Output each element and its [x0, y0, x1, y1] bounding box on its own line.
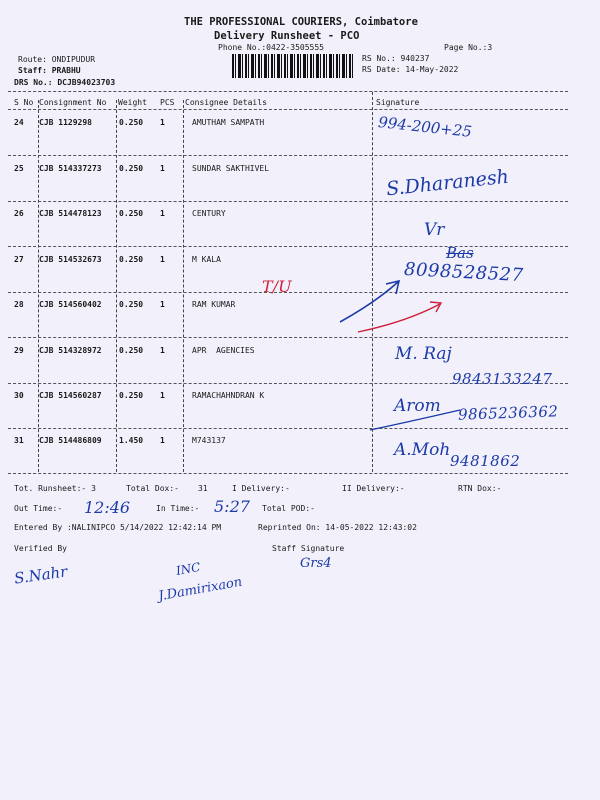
row-consignee: RAM KUMAR — [192, 300, 236, 309]
row-pcs: 1 — [160, 209, 165, 218]
row-divider — [8, 246, 568, 247]
total-runsheet: Tot. Runsheet:- 3 — [14, 484, 96, 493]
row-consignment: CJB 1129298 — [39, 118, 92, 127]
table-bottom-rule — [8, 473, 568, 474]
handwritten-phone: 9481862 — [450, 452, 521, 470]
row-weight: 0.250 — [119, 346, 144, 355]
handwritten-mark: INC — [174, 559, 202, 579]
staff: Staff: PRABHU — [18, 66, 81, 75]
out-time-label: Out Time:- — [14, 504, 63, 513]
row-weight: 0.250 — [119, 300, 144, 309]
handwritten-mark: T/U — [262, 277, 292, 296]
total-dox-value: 31 — [198, 484, 208, 493]
handwritten-signature: M. Raj — [395, 344, 452, 364]
row-consignment: CJB 514560287 — [39, 391, 102, 400]
row-weight: 1.450 — [119, 436, 144, 445]
phone-number: Phone No.:0422-3505555 — [218, 43, 324, 52]
row-consignee: APR AGENCIES — [192, 346, 255, 355]
row-consignment: CJB 514532673 — [39, 255, 102, 264]
col-pcs: PCS — [160, 98, 175, 107]
handwritten-arrows — [336, 272, 456, 336]
row-divider — [8, 337, 568, 338]
row-weight: 0.250 — [119, 391, 144, 400]
row-sno: 26 — [14, 209, 24, 218]
row-consignment: CJB 514560402 — [39, 300, 102, 309]
drs-number: DRS No.: DCJB94023703 — [14, 78, 116, 87]
row-consignment: CJB 514328972 — [39, 346, 102, 355]
row-weight: 0.250 — [119, 118, 144, 127]
handwritten-signature: 994-200+25 — [377, 113, 473, 141]
handwritten-signature: A.Moh — [394, 440, 451, 460]
row-consignment: CJB 514337273 — [39, 164, 102, 173]
total-pod: Total POD:- — [262, 504, 315, 513]
row-consignee: M743137 — [192, 436, 226, 445]
table-header-rule — [8, 109, 568, 110]
row-sno: 25 — [14, 164, 24, 173]
row-consignee: SUNDAR SAKTHIVEL — [192, 164, 270, 173]
col-sno: S No — [14, 98, 34, 107]
page-number: Page No.:3 — [444, 43, 493, 52]
row-pcs: 1 — [160, 346, 165, 355]
row-weight: 0.250 — [119, 255, 144, 264]
row-pcs: 1 — [160, 391, 165, 400]
row-divider — [8, 428, 568, 429]
staff-signature: Grs4 — [300, 556, 332, 571]
row-sno: 30 — [14, 391, 24, 400]
row-weight: 0.250 — [119, 164, 144, 173]
row-pcs: 1 — [160, 164, 165, 173]
handwritten-out-time: 12:46 — [84, 498, 131, 517]
handwritten-signature: Bas — [446, 244, 474, 262]
row-consignee: M KALA — [192, 255, 221, 264]
row-sno: 24 — [14, 118, 24, 127]
row-divider — [8, 201, 568, 202]
handwritten-phone: 8098528527 — [403, 258, 524, 287]
total-dox-label: Total Dox:- — [126, 484, 179, 493]
in-time-label: In Time:- — [156, 504, 200, 513]
row-sno: 28 — [14, 300, 24, 309]
reprinted-on: Reprinted On: 14-05-2022 12:43:02 — [258, 523, 417, 532]
ii-delivery: II Delivery:- — [342, 484, 405, 493]
runsheet-title: Delivery Runsheet - PCO — [214, 30, 360, 42]
entered-by: Entered By :NALINIPCO 5/14/2022 12:42:14 PM — [14, 523, 222, 532]
row-divider — [8, 155, 568, 156]
row-consignment: CJB 514478123 — [39, 209, 102, 218]
handwritten-phone: 9843133247 — [452, 370, 553, 388]
row-pcs: 1 — [160, 300, 165, 309]
row-consignee: AMUTHAM SAMPATH — [192, 118, 265, 127]
col-signature: Signature — [376, 98, 420, 107]
scribble-line-icon — [370, 410, 460, 430]
i-delivery: I Delivery:- — [232, 484, 290, 493]
row-pcs: 1 — [160, 255, 165, 264]
staff-signature-label: Staff Signature — [272, 544, 345, 553]
handwritten-phone: 9865236362 — [457, 402, 559, 424]
blue-arrow-icon — [340, 282, 398, 322]
red-arrow-icon — [358, 304, 440, 332]
handwritten-signature: S.Dharanesh — [385, 165, 510, 201]
table-top-rule — [8, 91, 568, 92]
row-sno: 31 — [14, 436, 24, 445]
row-sno: 29 — [14, 346, 24, 355]
handwritten-signature: Vr — [424, 220, 445, 240]
row-consignee: CENTURY — [192, 209, 226, 218]
route: Route: ONDIPUDUR — [18, 55, 96, 64]
row-pcs: 1 — [160, 436, 165, 445]
col-consignment: Consignment No — [39, 98, 107, 107]
rs-date: RS Date: 14-May-2022 — [362, 65, 459, 74]
row-consignment: CJB 514486809 — [39, 436, 102, 445]
col-weight: Weight — [118, 98, 147, 107]
row-pcs: 1 — [160, 118, 165, 127]
handwritten-scribble — [368, 404, 464, 434]
verified-by-label: Verified By — [14, 544, 67, 553]
barcode — [232, 54, 354, 78]
col-consignee: Consignee Details — [185, 98, 267, 107]
handwritten-in-time: 5:27 — [214, 497, 250, 516]
handwritten-signature: Arom — [394, 396, 441, 416]
row-sno: 27 — [14, 255, 24, 264]
company-name: THE PROFESSIONAL COURIERS, Coimbatore — [184, 16, 418, 28]
row-consignee: RAMACHAHNDRAN K — [192, 391, 265, 400]
handwritten-name: J.Damirixaon — [157, 574, 244, 605]
rs-number: RS No.: 940237 — [362, 54, 430, 63]
rtn-dox: RTN Dox:- — [458, 484, 502, 493]
verified-signature: S.Nahr — [13, 562, 69, 588]
row-weight: 0.250 — [119, 209, 144, 218]
